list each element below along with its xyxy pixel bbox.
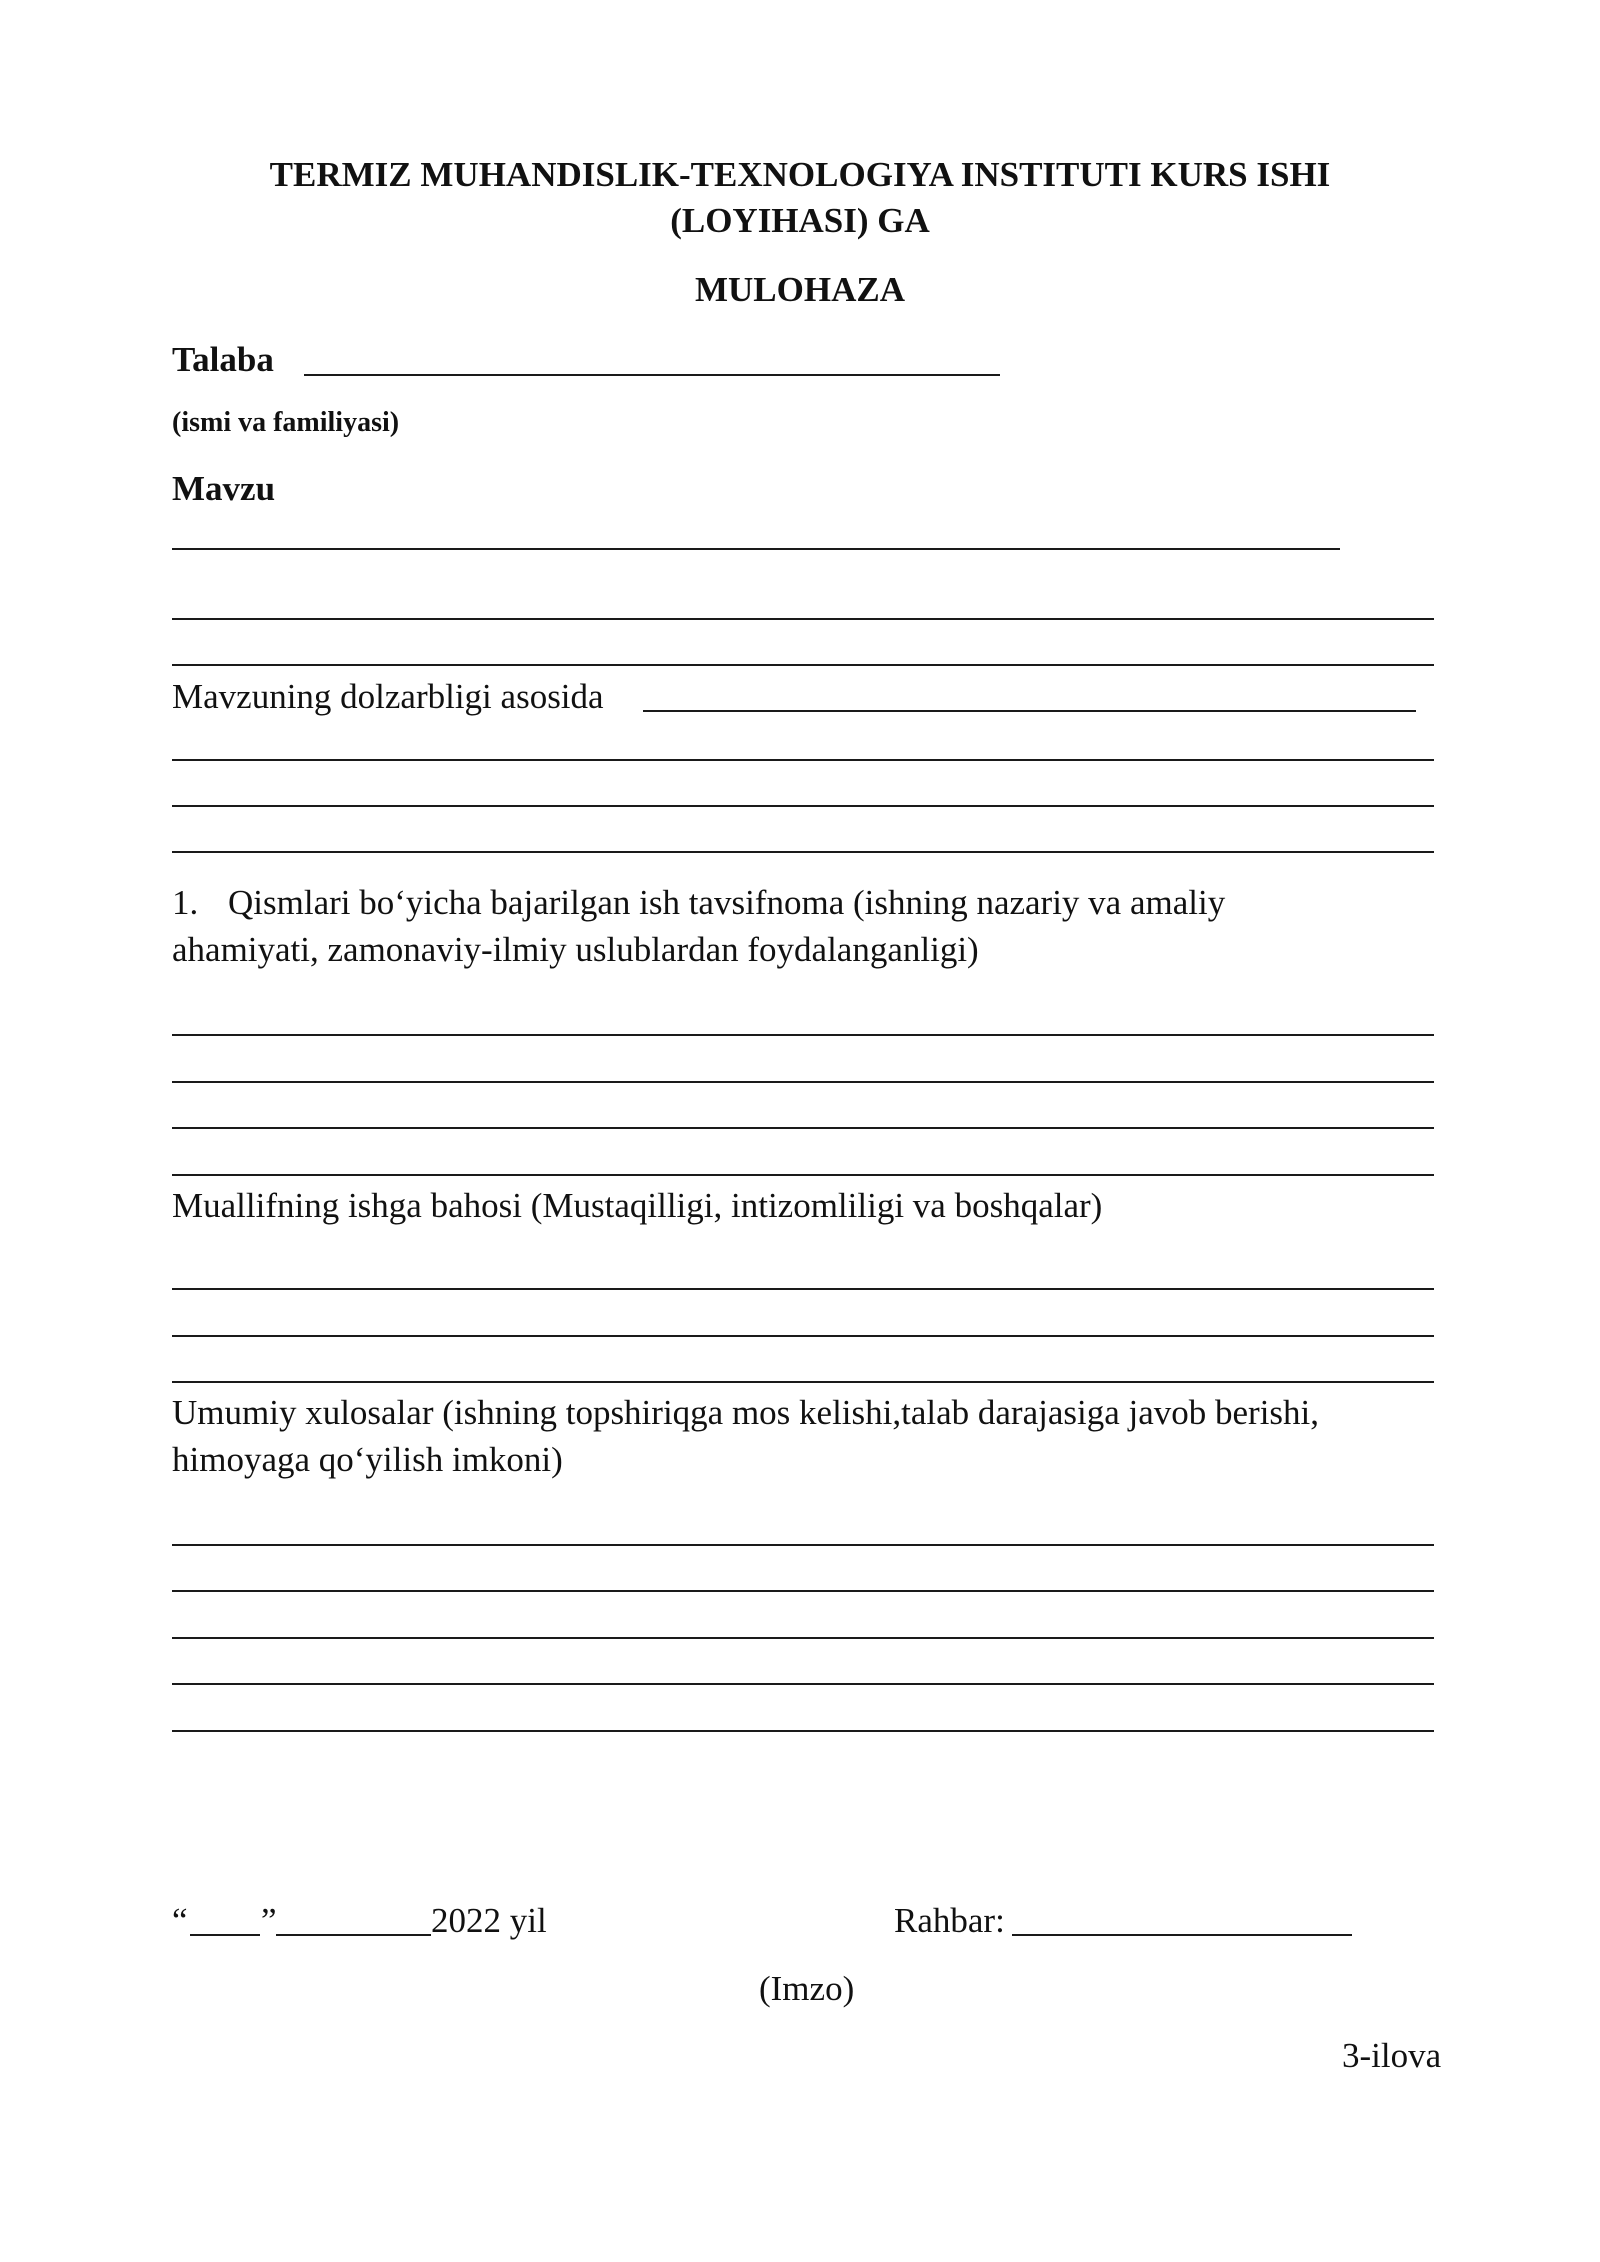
author-assessment-field-line-1[interactable] (172, 1288, 1434, 1290)
section1-field-line-2[interactable] (172, 1081, 1434, 1083)
author-assessment-field-line-2[interactable] (172, 1335, 1434, 1337)
topic-field-line-2[interactable] (172, 618, 1434, 620)
appendix-label: 3-ilova (1342, 2036, 1442, 2075)
conclusions-field-line-3[interactable] (172, 1637, 1434, 1639)
conclusions-field-line-4[interactable] (172, 1683, 1434, 1685)
date-close-quote: ” (261, 1901, 277, 1940)
section1-field-line-4[interactable] (172, 1174, 1434, 1176)
section1-number: 1. (172, 883, 199, 922)
student-label: Talaba (172, 340, 274, 379)
topic-field-line-3[interactable] (172, 664, 1434, 666)
conclusions-field-line-1[interactable] (172, 1544, 1434, 1546)
student-name-hint: (ismi va familiyasi) (172, 407, 400, 438)
relevance-label: Mavzuning dolzarbligi asosida (172, 677, 604, 716)
section1-field-line-3[interactable] (172, 1127, 1434, 1129)
date-month-field[interactable] (276, 1934, 431, 1936)
document-title-line2: (LOYIHASI) GA (670, 201, 930, 240)
relevance-field-line-2[interactable] (172, 805, 1434, 807)
supervisor-label: Rahbar: (894, 1901, 1005, 1940)
conclusions-label-line2: himoyaga qo‘yilish imkoni) (172, 1440, 563, 1479)
document-subtitle: MULOHAZA (695, 270, 905, 309)
conclusions-label-line1: Umumiy xulosalar (ishning topshiriqga mos kelishi,talab darajasiga javob berishi, (172, 1393, 1320, 1432)
relevance-field-line-1[interactable] (172, 759, 1434, 761)
conclusions-field-line-2[interactable] (172, 1590, 1434, 1592)
student-name-field[interactable] (304, 374, 1000, 376)
relevance-field-line-3[interactable] (172, 851, 1434, 853)
author-assessment-label: Muallifning ishga bahosi (Mustaqilligi, intizomliligi va boshqalar) (172, 1186, 1103, 1225)
date-year-label: 2022 yil (431, 1901, 547, 1940)
date-day-field[interactable] (190, 1934, 260, 1936)
signature-label: (Imzo) (759, 1969, 855, 2008)
date-open-quote: “ (172, 1901, 188, 1940)
supervisor-signature-field[interactable] (1012, 1934, 1352, 1936)
section1-text-line2: ahamiyati, zamonaviy-ilmiy uslublardan foydalanganligi) (172, 930, 979, 969)
section1-field-line-1[interactable] (172, 1034, 1434, 1036)
topic-field-line-1[interactable] (172, 548, 1340, 550)
section1-text-line1: Qismlari bo‘yicha bajarilgan ish tavsifnoma (ishning nazariy va amaliy (228, 883, 1226, 922)
topic-label: Mavzu (172, 469, 276, 508)
document-title-line1: TERMIZ MUHANDISLIK-TEXNOLOGIYA INSTITUTI KURS ISHI (269, 155, 1331, 194)
relevance-field-inline[interactable] (643, 710, 1416, 712)
conclusions-field-line-5[interactable] (172, 1730, 1434, 1732)
author-assessment-field-line-3[interactable] (172, 1381, 1434, 1383)
